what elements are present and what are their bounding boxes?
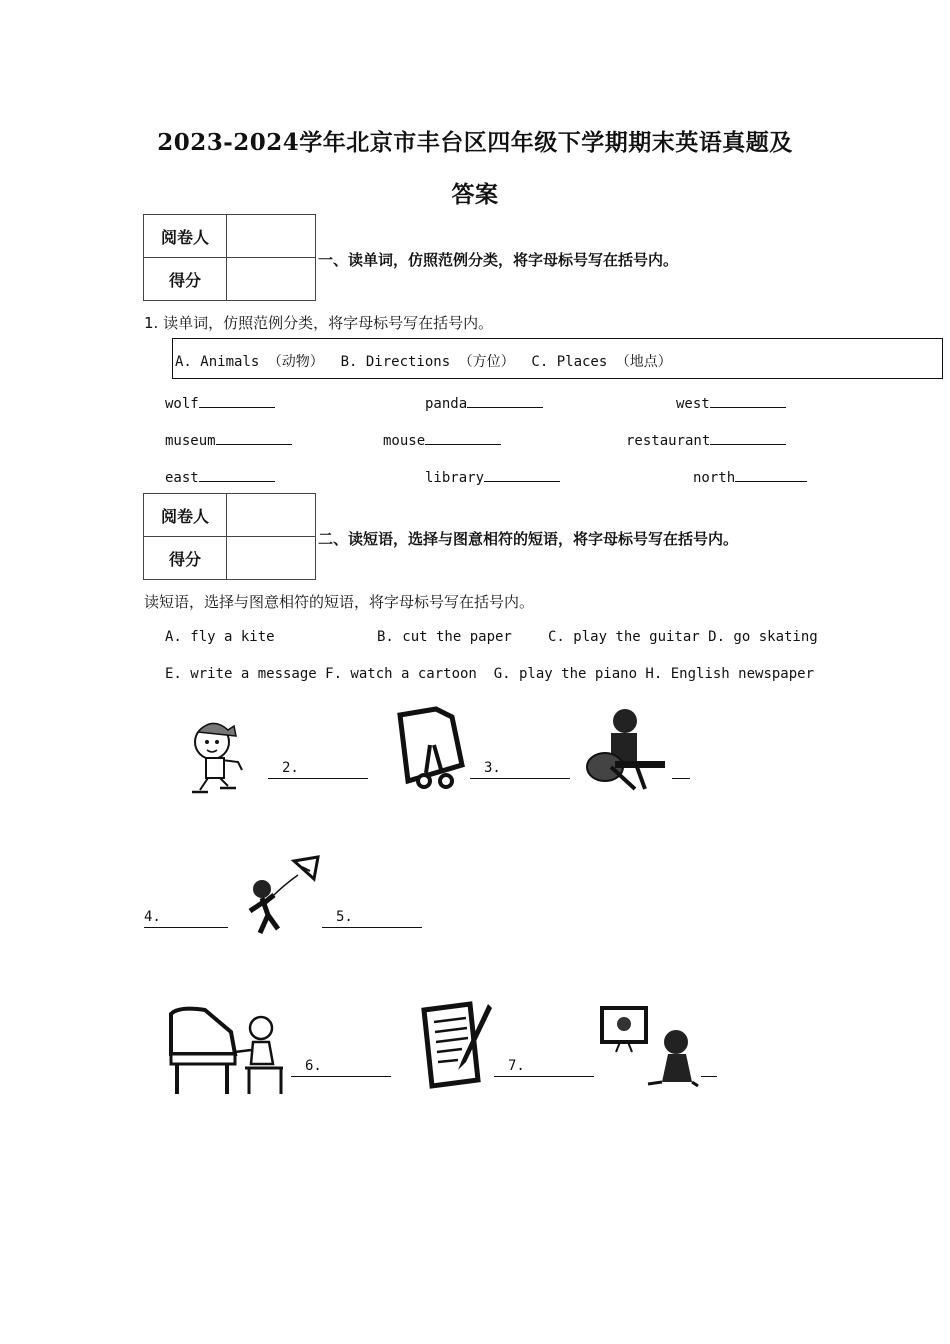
scissors-paper-icon bbox=[392, 705, 472, 795]
reviewer-cell bbox=[227, 494, 316, 537]
word-item: library bbox=[425, 467, 560, 486]
answer-blank[interactable]: 7. bbox=[494, 1058, 594, 1077]
word-item: west bbox=[676, 393, 786, 412]
notepad-pencil-icon bbox=[418, 1000, 496, 1090]
section2-heading: 二、读短语，选择与图意相符的短语，将字母标号写在括号内。 bbox=[318, 530, 739, 548]
reviewer-label: 阅卷人 bbox=[144, 494, 227, 537]
phrase-row-2: E. write a message F. watch a cartoon G. play the piano H. English newspaper bbox=[165, 666, 815, 682]
document-title-line1: 2023-2024学年北京市丰台区四年级下学期期末英语真题及 bbox=[157, 129, 793, 156]
score-table-1 bbox=[143, 214, 316, 301]
phrase: A. fly a kite bbox=[165, 629, 275, 645]
document-title-line2: 答案 bbox=[451, 181, 499, 208]
word-item: panda bbox=[425, 393, 543, 412]
word-item: museum bbox=[165, 430, 292, 449]
answer-blank[interactable]: 4. bbox=[144, 909, 228, 928]
score-label: 得分 bbox=[144, 537, 227, 580]
phrase: C. play the guitar D. go skating bbox=[548, 629, 818, 645]
word-item: wolf bbox=[165, 393, 275, 412]
score-cell bbox=[227, 258, 316, 301]
options-text: A. Animals （动物） B. Directions （方位） C. Places （地点） bbox=[175, 354, 672, 370]
word-item: north bbox=[693, 467, 807, 486]
options-box bbox=[172, 338, 943, 379]
phrase: B. cut the paper bbox=[377, 629, 512, 645]
section1-heading: 一、读单词，仿照范例分类，将字母标号写在括号内。 bbox=[318, 251, 679, 269]
answer-blank[interactable]: 3. bbox=[470, 760, 570, 779]
reviewer-cell bbox=[227, 215, 316, 258]
answer-blank[interactable]: 5. bbox=[322, 909, 422, 928]
kite-runner-icon bbox=[240, 855, 325, 945]
piano-player-icon bbox=[165, 1002, 290, 1097]
question-1: 1. 读单词，仿照范例分类，将字母标号写在括号内。 bbox=[144, 314, 494, 332]
word-item: mouse bbox=[383, 430, 501, 449]
answer-blank[interactable]: 6. bbox=[291, 1058, 391, 1077]
score-label: 得分 bbox=[144, 258, 227, 301]
guitar-player-icon bbox=[575, 705, 670, 795]
section2-instruction: 读短语，选择与图意相符的短语，将字母标号写在括号内。 bbox=[144, 593, 535, 611]
answer-blank[interactable] bbox=[672, 760, 690, 779]
score-cell bbox=[227, 537, 316, 580]
child-watching-tv-icon bbox=[598, 1004, 702, 1094]
answer-blank[interactable] bbox=[701, 1058, 717, 1077]
score-table-2 bbox=[143, 493, 316, 580]
word-item: east bbox=[165, 467, 275, 486]
answer-blank[interactable]: 2. bbox=[268, 760, 368, 779]
skater-icon bbox=[180, 712, 260, 802]
reviewer-label: 阅卷人 bbox=[144, 215, 227, 258]
word-item: restaurant bbox=[626, 430, 786, 449]
